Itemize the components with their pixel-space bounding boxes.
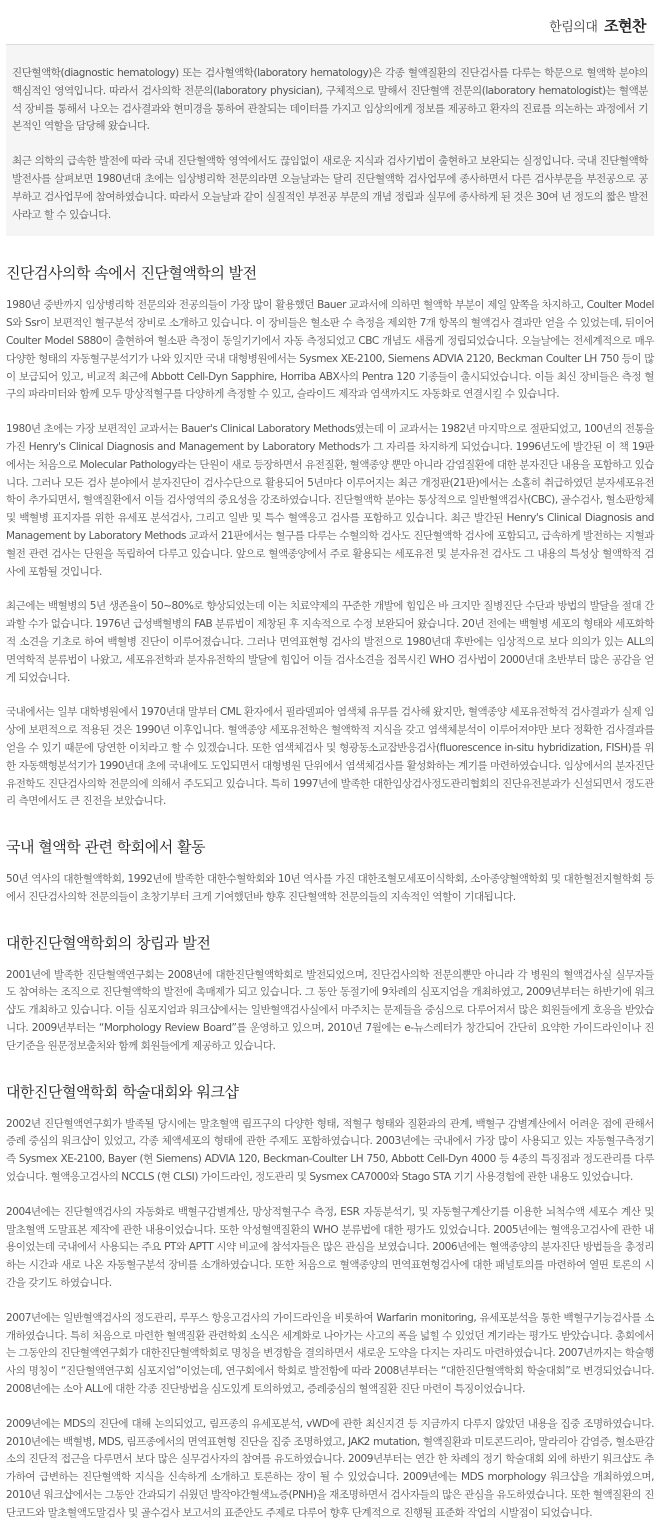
body-paragraph: 2001년에 발족한 진단혈액연구회는 2008년에 대한진단혈액학회로 발전되었으며, 진단검사의학 전문의뿐만 아니라 각 병원의 혈액검사실 실무자들도 참여하는 조직으로 진단혈액학의 발전에 촉매제가 되고 있습니다. 그 동안 동절기에 9차례의 심포지엄을 개최하였고, 2009년부터는 하반기에 워크샵도 개최하고 있습니다. 이들 심포지엄과 워크샵에서는 일반혈액검사실에서 마주치는 문제들을 중심으로 다루어져서 많은 회원들에게 호응을 받았습니다. 2009년부터는 “Morphology Review Board”를 운영하고 있으며, 2010년 7월에는 e-뉴스레터가 창간되어 간단히 요약한 가이드라인이나 진단기준을 원문정보출처와 함께 회원들에게 제공하고 있습니다. xyxy=(6,968,654,1052)
section-title: 대한진단혈액학회의 창립과 발전 xyxy=(6,933,211,952)
page-header xyxy=(6,0,654,45)
intro-paragraph: 진단혈액학(diagnostic hematology) 또는 검사혈액학(laboratory hematology)은 각종 혈액질환의 진단검사를 다루는 학문으로 혈액학 분야의 핵심적인 영역입니다. 따라서 검사의학 전문의(laboratory physician), 구체적으로 말해서 진단혈액 전문의(laboratory hematologist)는 혈액분석 장비를 통해서 나오는 검사결과와 현미경을 통하여 관찰되는 데이터를 가지고 임상의에게 정보를 제공하고 환자의 진료를 의논하는 과정에서 기본적인 역할을 담당해 왔습니다. xyxy=(12,67,648,133)
body-paragraph: 2007년에는 일반혈액검사의 정도관리, 루푸스 항응고검사의 가이드라인을 비롯하여 Warfarin monitoring, 유세포분석을 통한 백혈구기능검사를 소개하였습니다. 특히 처음으로 마련한 혈액질환 관련학회 소식은 세계화로 나아가는 사고의 폭을 넓힐 수 있었던 계기라는 평가도 받았습니다. 총회에서는 그동안의 진단혈액연구회가 대한진단혈액학회로 명칭을 변경함을 결의하면서 새로운 도약을 다지는 자리도 마련하였습니다. 2007년까지는 학술행사의 명칭이 “진단혈액연구회 심포지엄”이었는데, 연구회에서 학회로 발전함에 따라 2008년부터는 “대한진단혈액학회 학술대회”로 변경되었습니다. 2008년에는 소아 ALL에 대한 각종 진단방법을 심도있게 토의하였고, 증례중심의 혈액질환 진단 마련이 특징이었습니다. xyxy=(6,1311,654,1396)
intro-paragraph: 최근 의학의 급속한 발전에 따라 국내 진단혈액학 영역에서도 끊임없이 새로운 지식과 검사기법이 출현하고 보완되는 실정입니다. 국내 진단혈액학 발전사를 살펴보면 1980년대 초에는 임상병리학 전문의라면 오늘날과는 달리 진단혈액학 검사업무에 종사하면서 다른 검사부문을 부전공으로 공부하고 검사업무에 참여하였습니다. 따라서 오늘날과 같이 실질적인 부전공 부문의 개념 정립과 실무에 종사하게 된 것은 30여 년 정도의 짧은 발전사라고 할 수 있습니다. xyxy=(12,155,648,221)
section-heading xyxy=(6,836,654,857)
author-affiliation: 한림의대 xyxy=(549,20,598,35)
body-paragraph: 2009년에는 MDS의 진단에 대해 논의되었고, 림프종의 유세포분석, vWD에 관한 최신지견 등 지금까지 다루지 않았던 내용을 집중 조명하였습니다. 2010년에는 백혈병, MDS, 림프종에서의 면역표현형 진단을 집중 조명하였고, JAK2 mutation, 혈액질환과 미토콘드리아, 말라리아 감염증, 혈소판감소의 진단적 접근을 다루면서 보다 많은 실무검사자의 참여를 유도하였습니다. 2009년부터는 연간 한 차례의 정기 학술대회 외에 하반기 워크샵도 추가하여 급변하는 진단혈액학 지식을 신속하게 소개하고 토론하는 장이 될 수 있었습니다. 2009년에는 MDS morphology 워크샵을 개최하였으며, 2010년 워크샵에서는 그동안 간과되기 쉬웠던 발작야간혈색뇨증(PNH)을 재조명하면서 검사자들의 많은 관심을 유도하였습니다. 또한 혈액질환의 진단코드와 말초혈액도말검사 및 골수검사 보고서의 표준안도 주제로 다루어 향후 단계적으로 진행될 표준화 작업의 시발점이 되었습니다. xyxy=(6,1417,654,1519)
body-paragraph: 국내에서는 일부 대학병원에서 1970년대 말부터 CML 환자에서 필라델피아 염색체 유무를 검사해 왔지만, 혈액종양 세포유전학적 검사결과가 실제 임상에 보편적으로 적용된 것은 1990년 이후입니다. 혈액종양 세포유전학은 혈액학적 지식을 갖고 염색체분석이 이루어져야만 보다 정확한 검사결과를 얻을 수 있기 때문에 당연한 이치라고 할 수 있겠습니다. 또한 염색체검사 및 형광동소교잡반응검사(fluorescence in-situ hybridization, FISH)를 위한 자동핵형분석기가 1990년대 초에 국내에도 도입되면서 대형병원 단위에서 염색체검사를 활성화하는 계기를 마련하였습니다. 임상에서의 분자진단유전학도 진단검사의학 전문의에 의해서 주도되고 있습니다. 특히 1997년에 발족한 대한임상검사정도관리협회의 진단유전분과가 신설되면서 정도관리 측면에서도 큰 진전을 보았습니다. xyxy=(6,706,654,808)
section-title: 국내 혈액학 관련 학회에서 활동 xyxy=(6,838,205,857)
author-name: 조현찬 xyxy=(604,17,646,35)
body-paragraph: 1980년 초에는 가장 보편적인 교과서는 Bauer's Clinical Laboratory Methods였는데 이 교과서는 1982년 마지막으로 절판되었고, 100년의 전통을 가진 Henry's Clinical Diagnosis and Management by Laboratory Methods가 그 자리를 차지하게 되었습니다. 1996년도에 발간된 이 책 19판에서는 처음으로 Molecular Pathology라는 단원이 새로 등장하면서 유전질환, 혈액종양 뿐만 아니라 감염질환에 대한 분자진단 내용을 포함하고 있습니다. 그러나 모든 검사 분야에서 분자진단이 검사수단으로 활용되어 5년마다 이루어지는 최근 개정판(21판)에서는 소홀히 취급하였던 분자세포유전학이 추가되면서, 혈액질환에서 이들 검사영역의 중요성을 강조하였습니다. 진단혈액학 분야는 통상적으로 일반혈액검사(CBC), 골수검사, 혈소판항체 및 백혈병 표지자를 위한 유세포 분석검사, 그리고 일반 및 특수 혈액응고 검사를 포함하고 있습니다. 최근 발간된 Henry's Clinical Diagnosis and Management by Laboratory Methods 교과서 21판에서는 혈구를 다루는 수혈의학 검사도 진단혈액학 검사에 포함되고, 급속하게 발전하는 지혈과 혈전 관련 검사는 단원을 독립하여 다루고 있습니다. 앞으로 혈액종양에서 주로 활용되는 세포유전 및 분자유전 검사도 그 내용의 특성상 혈액학적 검사에 포함될 것입니다. xyxy=(6,423,655,578)
body-paragraph: 50년 역사의 대한혈액학회, 1992년에 발족한 대한수혈학회와 10년 역사를 가진 대한조혈모세포이식학회, 소아종양혈액학회 및 대한혈전지혈학회 등에서 진단검사의학 전문의들이 초창기부터 크게 기여했던바 향후 진단혈액학 전문의들의 지속적인 역할이 기대됩니다. xyxy=(6,873,654,903)
intro-box xyxy=(6,45,654,236)
section-heading xyxy=(6,1081,654,1102)
section-heading xyxy=(6,262,654,283)
body-paragraph: 2004년에는 진단혈액검사의 자동화로 백혈구감별계산, 망상적혈구수 측정, ESR 자동분석기, 및 자동혈구계산기를 이용한 뇌척수액 세포수 계산 및 말초혈액 도말표본 제작에 관한 내용이었습니다. 또한 악성혈액질환의 WHO 분류법에 대한 평가도 있었습니다. 2005년에는 혈액응고검사에 관한 내용이었는데 국내에서 사용되는 주요 PT와 APTT 시약 비교에 참석자들은 많은 관심을 보였습니다. 2006년에는 혈액종양의 분자진단 방법들을 총정리하는 시간과 새로 나온 자동혈구분석 장비를 소개하였습니다. 또한 처음으로 혈액종양의 면역표현형검사에 대한 패널토의를 마련하여 열띤 토론의 시간을 갖기도 하였습니다. xyxy=(6,1205,655,1290)
section-title: 대한진단혈액학회 학술대회와 워크샵 xyxy=(6,1082,239,1101)
author-credit xyxy=(549,15,646,36)
section-title: 진단검사의학 속에서 진단혈액학의 발전 xyxy=(6,264,257,283)
section-heading xyxy=(6,932,654,953)
body-paragraph: 2002년 진단혈액연구회가 발족될 당시에는 말초혈액 림프구의 다양한 형태, 적혈구 형태와 질환과의 관계, 백혈구 감별계산에서 어려운 점에 관해서 증례 중심의 워크샵이 있었고, 각종 체액세포의 형태에 관한 주제도 포함하였습니다. 2003년에는 국내에서 가장 많이 사용되고 있는 자동혈구측정기 즉 Sysmex XE-2100, Bayer (현 Siemens) ADVIA 120, Beckman-Coulter LH 750, Abbott Cell-Dyn 4000 등 4종의 특징점과 정도관리를 다루었습니다. 혈액응고검사의 NCCLS (현 CLSI) 가이드라인, 정도관리 및 Sysmex CA7000와 Stago STA 기기 사용경험에 관한 내용도 있었습니다. xyxy=(6,1117,654,1184)
body-paragraph: 최근에는 백혈병의 5년 생존율이 50~80%로 향상되었는데 이는 치료약제의 꾸준한 개발에 힘입은 바 크지만 질병진단 수단과 방법의 발달을 절대 간과할 수가 없습니다. 1976년 급성백혈병의 FAB 분류법이 제창된 후 지속적으로 수정 보완되어 왔습니다. 20년 전에는 백혈병 세포의 형태와 세포화학적 소견을 기초로 하여 백혈병 진단이 이루어졌습니다. 그러나 면역표현형 검사의 발전으로 1980년대 후반에는 임상적으로 보다 의의가 있는 ALL의 면역학적 분류법이 나왔고, 세포유전학과 분자유전학의 발달에 힘입어 이들 검사소견을 접목시킨 WHO 검사법이 2000년대 초반부터 많은 공감을 얻게 되었습니다. xyxy=(6,600,654,684)
body-paragraph: 1980년 중반까지 임상병리학 전문의와 전공의들이 가장 많이 활용했던 Bauer 교과서에 의하면 혈액학 부분이 제일 앞쪽을 차지하고, Coulter Model S와 Ssr이 보편적인 혈구분석 장비로 소개하고 있습니다. 이 장비들은 혈소판 수 측정을 제외한 7개 항목의 혈액검사 결과만 얻을 수 있었는데, 뒤이어 Coulter Model S880이 출현하여 혈소판 측정이 동일기기에서 자동 측정되었고 CBC 개념도 새롭게 정립되었습니다. 오늘날에는 전세계적으로 매우 다양한 형태의 자동혈구분석기가 나와 있지만 국내 대형병원에서는 Sysmex XE-2100, Siemens ADVIA 2120, Beckman Coulter LH 750 등이 많이 보급되어 있고, 비교적 최근에 Abbott Cell-Dyn Sapphire, Horriba ABX사의 Pentra 120 기종들이 출시되었습니다. 이들 최신 장비들은 측정 혈구의 파라미터와 함께 모두 망상적혈구를 다양하게 측정할 수 있고, 슬라이드 제작과 염색까지도 자동화로 연결시킬 수 있습니다. xyxy=(6,299,654,401)
article-body xyxy=(6,262,654,1522)
